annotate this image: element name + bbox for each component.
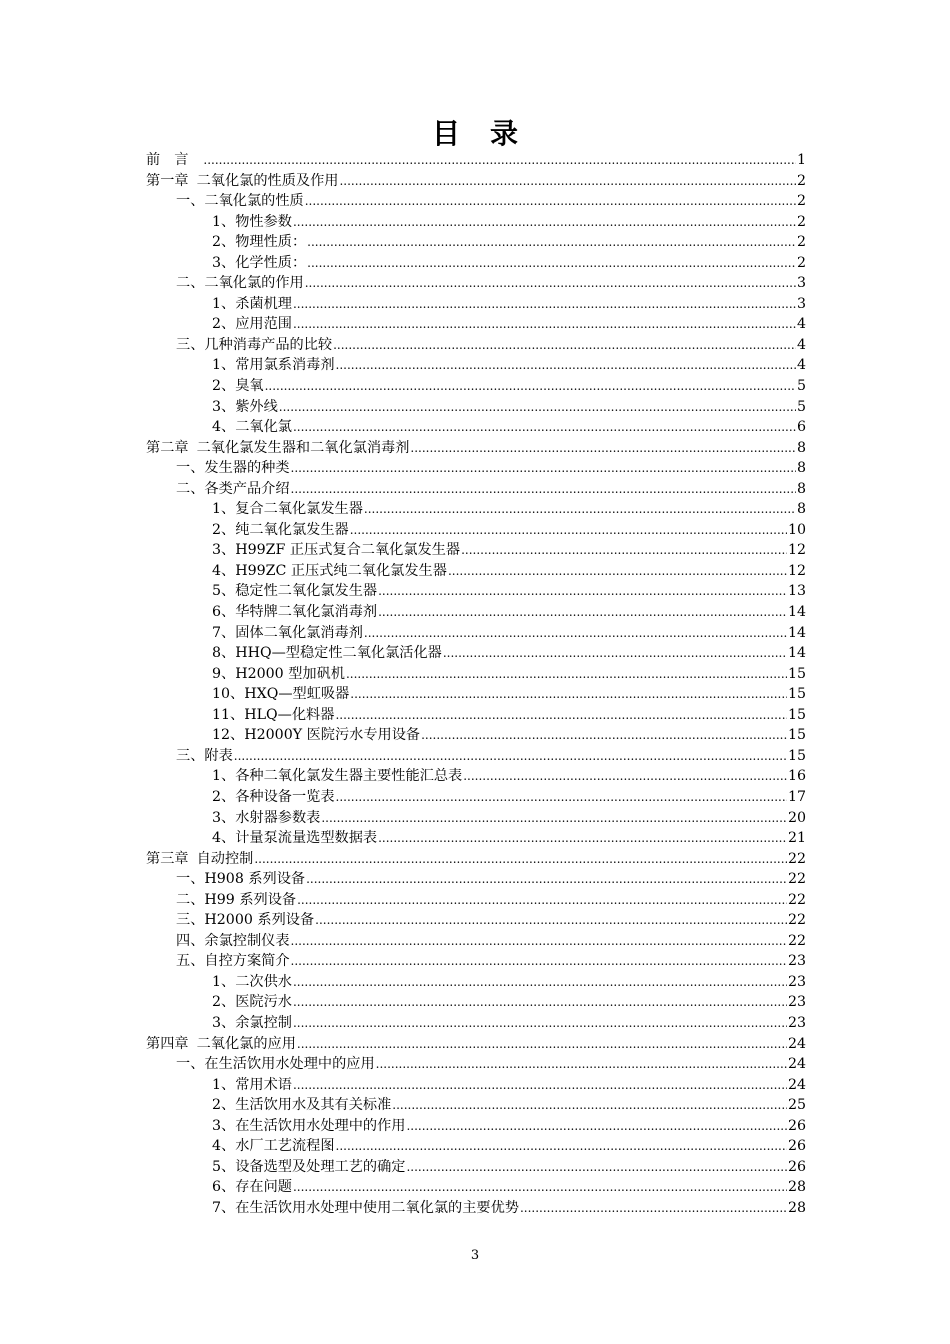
toc-entry-title: 化学性质： <box>235 254 307 271</box>
toc-entry-title: 紫外线 <box>235 398 278 415</box>
toc-dot-leader <box>297 890 787 911</box>
toc-entry-page: 2 <box>796 193 806 210</box>
toc-entry-page: 24 <box>787 1076 806 1093</box>
toc-entry-title: 各种二氧化氯发生器主要性能汇总表 <box>235 768 463 785</box>
toc-entry-number: 4、 <box>212 419 236 436</box>
toc-entry-number: 4、 <box>212 562 236 579</box>
toc-entry-number: 3、 <box>212 398 236 415</box>
toc-entry-page: 8 <box>796 501 806 518</box>
toc-dot-leader <box>279 397 796 418</box>
toc-dot-leader <box>321 808 787 829</box>
toc-entry[interactable] <box>146 314 806 335</box>
toc-entry-number: 3、 <box>212 542 236 559</box>
toc-entry[interactable] <box>146 664 806 685</box>
toc-entry-title: HHQ—型稳定性二氧化氯活化器 <box>235 645 442 662</box>
toc-entry-number: 四、 <box>176 932 205 949</box>
toc-entry-page: 2 <box>796 254 806 271</box>
toc-entry-title: 华特牌二氧化氯消毒剂 <box>235 604 378 621</box>
toc-dot-leader <box>336 787 787 808</box>
toc-dot-leader <box>335 705 787 726</box>
toc-entry-number: 3、 <box>212 1117 236 1134</box>
toc-entry[interactable] <box>146 581 806 602</box>
toc-entry-page: 24 <box>787 1056 806 1073</box>
toc-entry-number: 4、 <box>212 1138 236 1155</box>
toc-entry-number: 2、 <box>212 1097 236 1114</box>
toc-entry-title: 二氧化氯的应用 <box>196 1035 296 1052</box>
toc-entry[interactable] <box>146 951 806 972</box>
toc-dot-leader <box>364 499 796 520</box>
toc-entry[interactable] <box>146 212 806 233</box>
toc-entry-title: 余氯控制 <box>235 1014 292 1031</box>
toc-entry-page: 14 <box>787 645 806 662</box>
toc-entry-title: 在生活饮用水处理中的作用 <box>235 1117 406 1134</box>
toc-entry[interactable] <box>146 376 806 397</box>
toc-entry-title: H2000 系列设备 <box>204 912 315 929</box>
toc-entry-title: 杀菌机理 <box>235 295 292 312</box>
toc-entry-number: 6、 <box>212 604 236 621</box>
toc-dot-leader <box>307 232 796 253</box>
toc-entry-number: 一、 <box>176 193 205 210</box>
toc-dot-leader <box>350 520 787 541</box>
toc-dot-leader <box>315 910 787 931</box>
toc-dot-leader <box>307 253 796 274</box>
toc-dot-leader <box>293 1013 787 1034</box>
toc-dot-leader <box>461 540 787 561</box>
toc-dot-leader <box>305 273 796 294</box>
toc-entry-title: 各类产品介绍 <box>204 480 290 497</box>
toc-entry[interactable] <box>146 1054 806 1075</box>
toc-entry-title: 计量泵流量选型数据表 <box>235 830 378 847</box>
toc-entry-number: 1、 <box>212 768 236 785</box>
toc-dot-leader <box>520 1198 787 1219</box>
toc-entry-page: 4 <box>796 336 806 353</box>
toc-entry[interactable] <box>146 705 806 726</box>
toc-entry-title: 医院污水 <box>235 994 292 1011</box>
toc-entry-number: 一、 <box>176 871 205 888</box>
toc-entry-title: 二氧化氯的性质 <box>204 193 304 210</box>
toc-entry-number: 第三章 <box>146 850 189 867</box>
toc-dot-leader <box>203 150 796 171</box>
toc-entry-number: 2、 <box>212 994 236 1011</box>
toc-entry[interactable] <box>146 458 806 479</box>
toc-entry[interactable] <box>146 725 806 746</box>
toc-entry-number: 3、 <box>212 809 236 826</box>
toc-entry[interactable] <box>146 397 806 418</box>
toc-dot-leader <box>333 335 796 356</box>
toc-entry-title: 二氧化氯的作用 <box>204 275 304 292</box>
toc-entry[interactable] <box>146 890 806 911</box>
toc-entry-page: 13 <box>787 583 806 600</box>
toc-entry-title: 生活饮用水及其有关标准 <box>235 1097 392 1114</box>
toc-entry-page: 8 <box>796 439 806 456</box>
toc-entry-number: 三、 <box>176 747 205 764</box>
toc-dot-leader <box>293 417 796 438</box>
toc-entry-title: 应用范围 <box>235 316 292 333</box>
toc-entry-page: 15 <box>787 665 806 682</box>
toc-entry-page: 22 <box>787 871 806 888</box>
toc-entry-number: 1、 <box>212 295 236 312</box>
toc-dot-leader <box>254 849 787 870</box>
toc-entry-number: 二、 <box>176 891 205 908</box>
toc-entry-page: 2 <box>796 172 806 189</box>
toc-entry-title: 臭氧 <box>235 378 264 395</box>
toc-entry[interactable] <box>146 438 806 459</box>
toc-dot-leader <box>293 972 787 993</box>
toc-dot-leader <box>448 561 787 582</box>
toc-entry-number: 7、 <box>212 624 236 641</box>
toc-entry-number: 9、 <box>212 665 236 682</box>
toc-entry-title: 二氧化氯发生器和二氧化氯消毒剂 <box>196 439 410 456</box>
toc-entry[interactable] <box>146 1116 806 1137</box>
toc-dot-leader <box>339 171 796 192</box>
toc-entry[interactable] <box>146 417 806 438</box>
toc-dot-leader <box>291 951 787 972</box>
toc-entry[interactable] <box>146 273 806 294</box>
toc-entry-page: 2 <box>796 213 806 230</box>
toc-dot-leader <box>350 684 787 705</box>
toc-entry[interactable] <box>146 294 806 315</box>
toc-dot-leader <box>463 766 787 787</box>
toc-entry-title: H2000 型加矾机 <box>235 665 345 682</box>
toc-entry-number: 1、 <box>212 501 236 518</box>
toc-entry[interactable] <box>146 232 806 253</box>
toc-entry-page: 4 <box>796 316 806 333</box>
toc-entry-number: 1、 <box>212 973 236 990</box>
toc-entry-number: 12、 <box>212 727 245 744</box>
toc-entry-page: 23 <box>787 994 806 1011</box>
toc-entry[interactable] <box>146 1095 806 1116</box>
toc-entry-page: 16 <box>787 768 806 785</box>
toc-entry-title: 二氧化氯 <box>235 419 292 436</box>
toc-entry-page: 26 <box>787 1117 806 1134</box>
toc-entry-title: 在生活饮用水处理中的应用 <box>204 1056 375 1073</box>
toc-entry-number: 7、 <box>212 1199 236 1216</box>
toc-entry[interactable] <box>146 561 806 582</box>
toc-entry-page: 22 <box>787 891 806 908</box>
toc-entry-number: 3、 <box>212 254 236 271</box>
toc-entry-title: 纯二氧化氯发生器 <box>235 521 349 538</box>
toc-entry-title: HXQ—型虹吸器 <box>244 686 350 703</box>
toc-entry-title: 余氯控制仪表 <box>204 932 290 949</box>
toc-entry-title: 发生器的种类 <box>204 460 290 477</box>
toc-entry-title: 存在问题 <box>235 1179 292 1196</box>
toc-entry-page: 23 <box>787 953 806 970</box>
toc-entry[interactable] <box>146 335 806 356</box>
toc-entry-title: H2000Y 医院污水专用设备 <box>244 727 421 744</box>
toc-entry-page: 15 <box>787 727 806 744</box>
toc-dot-leader <box>293 314 796 335</box>
toc-dot-leader <box>410 438 796 459</box>
toc-entry-page: 12 <box>787 562 806 579</box>
toc-entry-number: 5、 <box>212 1158 236 1175</box>
toc-entry[interactable] <box>146 150 806 171</box>
toc-entry-title: 自动控制 <box>196 850 254 867</box>
toc-entry-title: H99ZF 正压式复合二氧化氯发生器 <box>235 542 461 559</box>
toc-dot-leader <box>443 643 787 664</box>
toc-entry-number: 三、 <box>176 912 205 929</box>
toc-entry-number: 前言 <box>146 152 203 168</box>
toc-entry-title: 稳定性二氧化氯发生器 <box>235 583 378 600</box>
toc-entry[interactable] <box>146 520 806 541</box>
toc-entry-page: 6 <box>796 419 806 436</box>
toc-dot-leader <box>378 602 787 623</box>
toc-entry-page: 24 <box>787 1035 806 1052</box>
toc-entry-number: 2、 <box>212 234 236 251</box>
toc-entry-title: 在生活饮用水处理中使用二氧化氯的主要优势 <box>235 1199 519 1216</box>
toc-entry-title: 物理性质： <box>235 234 307 251</box>
toc-dot-leader <box>291 458 796 479</box>
toc-dot-leader <box>306 869 787 890</box>
toc-entry-title: 各种设备一览表 <box>235 788 335 805</box>
toc-dot-leader <box>378 581 787 602</box>
toc-entry[interactable] <box>146 602 806 623</box>
toc-entry-number: 2、 <box>212 521 236 538</box>
toc-entry-page: 2 <box>796 234 806 251</box>
toc-entry-number: 第二章 <box>146 439 189 456</box>
toc-entry[interactable] <box>146 1075 806 1096</box>
toc-dot-leader <box>265 376 796 397</box>
toc-entry-title: H99 系列设备 <box>204 891 297 908</box>
toc-entry[interactable] <box>146 972 806 993</box>
toc-entry-number: 8、 <box>212 645 236 662</box>
toc-entry-number: 2、 <box>212 316 236 333</box>
toc-dot-leader <box>336 1136 787 1157</box>
toc-entry-page: 8 <box>796 480 806 497</box>
toc-entry[interactable] <box>146 1136 806 1157</box>
toc-entry[interactable] <box>146 479 806 500</box>
toc-entry-number: 一、 <box>176 460 205 477</box>
toc-entry-number: 3、 <box>212 1014 236 1031</box>
toc-dot-leader <box>346 664 787 685</box>
toc-dot-leader <box>336 355 796 376</box>
toc-dot-leader <box>293 294 796 315</box>
toc-dot-leader <box>406 1116 786 1137</box>
toc-dot-leader <box>293 1075 787 1096</box>
toc-title: 目录 <box>431 117 548 150</box>
page-number: 3 <box>470 1248 480 1263</box>
toc-entry-page: 23 <box>787 973 806 990</box>
toc-entry[interactable] <box>146 910 806 931</box>
toc-entry[interactable] <box>146 766 806 787</box>
toc-entry-title: 常用术语 <box>235 1076 292 1093</box>
toc-entry-page: 5 <box>796 398 806 415</box>
toc-dot-leader <box>406 1157 786 1178</box>
toc-entry-number: 第四章 <box>146 1035 189 1052</box>
toc-entry-page: 15 <box>787 747 806 764</box>
toc-entry-number: 2、 <box>212 788 236 805</box>
toc-entry[interactable] <box>146 540 806 561</box>
toc-entry-page: 20 <box>787 809 806 826</box>
toc-entry-title: 自控方案简介 <box>204 953 290 970</box>
toc-entry-page: 25 <box>787 1097 806 1114</box>
toc-entry[interactable] <box>146 1034 806 1055</box>
toc-entry-number: 10、 <box>212 686 245 703</box>
toc-dot-leader <box>293 992 787 1013</box>
toc-entry-page: 14 <box>787 604 806 621</box>
toc-entry-page: 3 <box>796 295 806 312</box>
toc-entry-page: 15 <box>787 686 806 703</box>
toc-dot-leader <box>297 1034 787 1055</box>
toc-entry-title: H908 系列设备 <box>204 871 306 888</box>
toc-entry-number: 二、 <box>176 480 205 497</box>
toc-dot-leader <box>291 931 787 952</box>
toc-entry-page: 4 <box>796 357 806 374</box>
toc-entry-title: 物性参数 <box>235 213 292 230</box>
toc-entry-number: 11、 <box>212 706 245 723</box>
toc-entry-title: 二氧化氯的性质及作用 <box>196 172 339 189</box>
toc-entry-title: 复合二氧化氯发生器 <box>235 501 363 518</box>
toc-entry[interactable] <box>146 746 806 767</box>
toc-entry-page: 10 <box>787 521 806 538</box>
toc-entry[interactable] <box>146 643 806 664</box>
toc-entry-number: 4、 <box>212 830 236 847</box>
toc-entry-page: 14 <box>787 624 806 641</box>
toc-entry-title: 设备选型及处理工艺的确定 <box>235 1158 406 1175</box>
toc-entry-page: 23 <box>787 1014 806 1031</box>
toc-entry[interactable] <box>146 1013 806 1034</box>
toc-entry-number: 5、 <box>212 583 236 600</box>
toc-entry[interactable] <box>146 355 806 376</box>
toc-entry[interactable] <box>146 828 806 849</box>
toc-dot-leader <box>293 212 796 233</box>
toc-entry-page: 15 <box>787 706 806 723</box>
toc-entry[interactable] <box>146 684 806 705</box>
toc-entry-title: 几种消毒产品的比较 <box>204 336 333 353</box>
toc-entry-page: 8 <box>796 460 806 477</box>
toc-entry-page: 26 <box>787 1138 806 1155</box>
toc-entry-page: 28 <box>787 1199 806 1216</box>
toc-entry[interactable] <box>146 1157 806 1178</box>
toc-entry-number: 6、 <box>212 1179 236 1196</box>
toc-entry[interactable] <box>146 1198 806 1219</box>
toc-entry-title: 水射器参数表 <box>235 809 321 826</box>
toc-dot-leader <box>378 828 787 849</box>
toc-entry-number: 第一章 <box>146 172 189 189</box>
table-of-contents <box>146 150 806 1218</box>
toc-entry-page: 21 <box>787 830 806 847</box>
toc-entry-title: H99ZC 正压式纯二氧化氯发生器 <box>235 562 447 579</box>
toc-entry[interactable] <box>146 808 806 829</box>
toc-entry[interactable] <box>146 869 806 890</box>
toc-entry-page: 22 <box>787 850 806 867</box>
toc-entry[interactable] <box>146 171 806 192</box>
toc-entry-page: 22 <box>787 932 806 949</box>
toc-entry-title: 固体二氧化氯消毒剂 <box>235 624 363 641</box>
toc-entry-page: 28 <box>787 1179 806 1196</box>
toc-entry-number: 1、 <box>212 213 236 230</box>
toc-entry-page: 5 <box>796 378 806 395</box>
toc-entry-number: 2、 <box>212 378 236 395</box>
toc-entry-page: 17 <box>787 788 806 805</box>
toc-dot-leader <box>293 1177 787 1198</box>
toc-dot-leader <box>305 191 796 212</box>
toc-entry-page: 1 <box>796 152 806 168</box>
toc-dot-leader <box>364 623 787 644</box>
toc-entry-title: HLQ—化料器 <box>244 706 335 723</box>
toc-dot-leader <box>291 479 796 500</box>
toc-entry-page: 22 <box>787 912 806 929</box>
toc-entry-number: 二、 <box>176 275 205 292</box>
toc-entry[interactable] <box>146 992 806 1013</box>
toc-entry[interactable] <box>146 191 806 212</box>
toc-entry-title: 附表 <box>204 747 233 764</box>
toc-entry-title: 二次供水 <box>235 973 292 990</box>
toc-entry[interactable] <box>146 849 806 870</box>
toc-entry-number: 1、 <box>212 1076 236 1093</box>
toc-entry[interactable] <box>146 499 806 520</box>
toc-entry-page: 26 <box>787 1158 806 1175</box>
toc-entry-title: 常用氯系消毒剂 <box>235 357 335 374</box>
toc-entry-number: 一、 <box>176 1056 205 1073</box>
toc-dot-leader <box>421 725 787 746</box>
toc-entry-page: 3 <box>796 275 806 292</box>
toc-entry[interactable] <box>146 931 806 952</box>
toc-dot-leader <box>234 746 787 767</box>
toc-entry[interactable] <box>146 1177 806 1198</box>
toc-entry-number: 三、 <box>176 336 205 353</box>
toc-entry-number: 五、 <box>176 953 205 970</box>
toc-entry[interactable] <box>146 787 806 808</box>
toc-entry[interactable] <box>146 253 806 274</box>
toc-entry-title: 水厂工艺流程图 <box>235 1138 335 1155</box>
toc-dot-leader <box>392 1095 787 1116</box>
toc-dot-leader <box>376 1054 787 1075</box>
toc-entry-number: 1、 <box>212 357 236 374</box>
toc-entry-page: 12 <box>787 542 806 559</box>
toc-entry[interactable] <box>146 623 806 644</box>
